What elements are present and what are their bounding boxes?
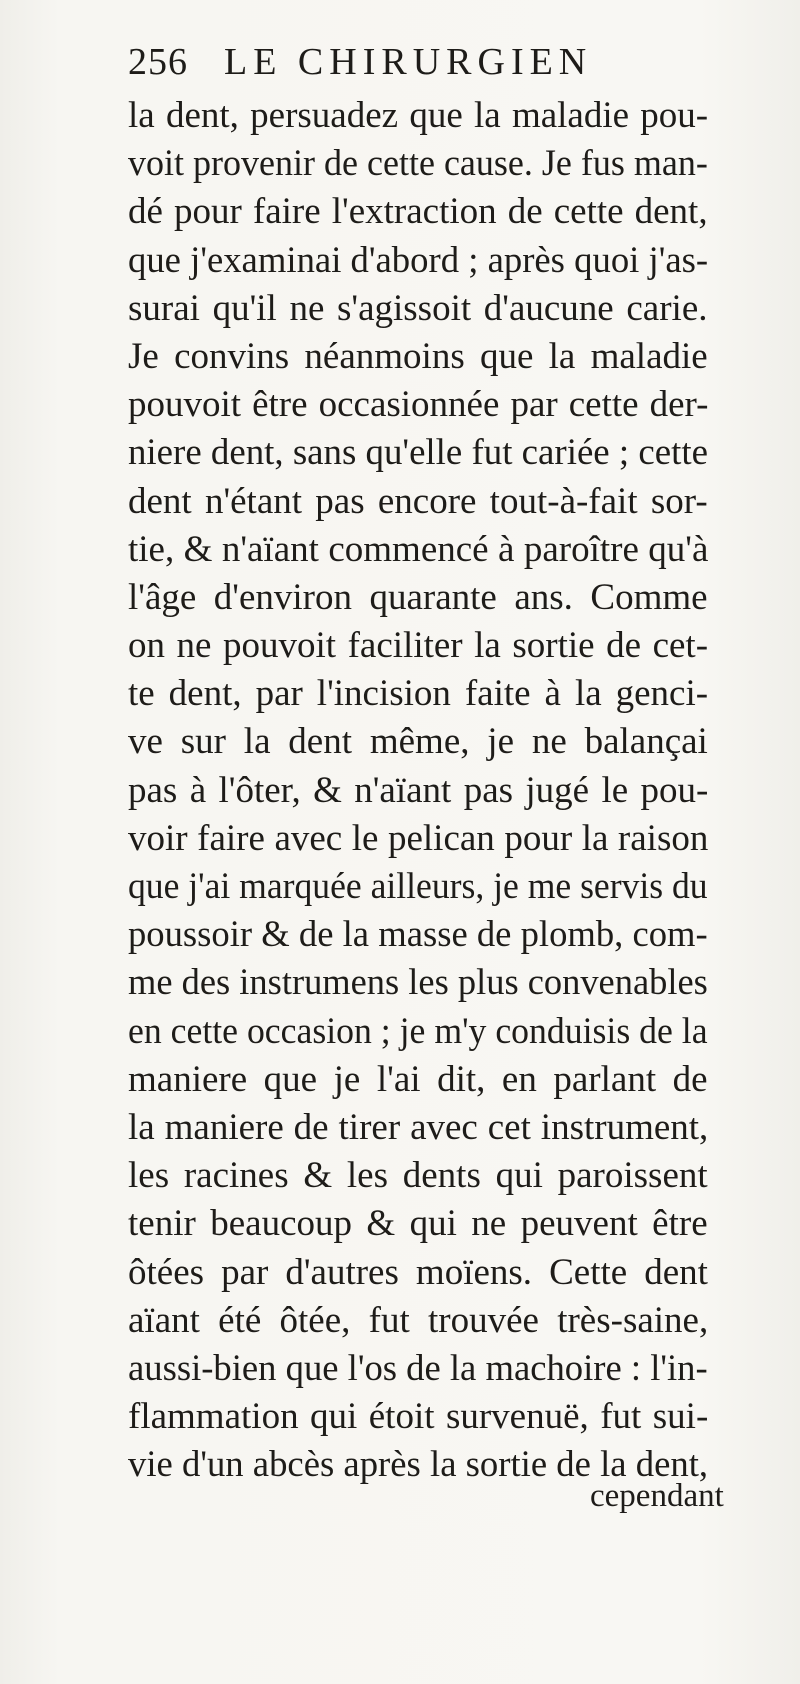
text-line: poussoir & de la masse de plomb, com- <box>128 914 708 956</box>
text-line: l'âge d'environ quarante ans. Comme <box>128 576 708 618</box>
text-line: que j'examinai d'abord ; après quoi j'as- <box>128 239 709 281</box>
text-line: tie, & n'aïant commencé à paroître qu'à <box>128 528 709 570</box>
text-line: Je convins néanmoins que la maladie <box>128 335 708 377</box>
page-header <box>128 40 718 90</box>
text-line: te dent, par l'incision faite à la genci- <box>128 673 709 715</box>
text-line: la dent, persuadez que la maladie pou- <box>128 95 709 136</box>
text-line: aussi-bien que l'os de la machoire : l'in- <box>128 1347 708 1389</box>
text-line: niere dent, sans qu'elle fut cariée ; cette <box>128 432 708 474</box>
text-line: tenir beaucoup & qui ne peuvent être <box>128 1203 708 1245</box>
text-line: voir faire avec le pelican pour la raison <box>128 817 709 859</box>
page-number: 256 <box>128 41 188 83</box>
text-line: les racines & les dents qui paroissent <box>128 1155 708 1197</box>
text-line: dé pour faire l'extraction de cette dent, <box>128 191 708 233</box>
text-line: flammation qui étoit survenuë, fut sui- <box>128 1396 709 1438</box>
text-line: voit provenir de cette cause. Je fus man- <box>128 143 708 185</box>
text-line: pas à l'ôter, & n'aïant pas jugé le pou- <box>128 769 709 811</box>
text-line: dent n'étant pas encore tout-à-fait sor- <box>128 480 708 522</box>
body-text <box>128 92 768 1489</box>
text-line: me des instrumens les plus convenables <box>128 962 708 1004</box>
text-line: vie d'un abcès après la sortie de la dent, <box>128 1444 709 1486</box>
text-line: aïant été ôtée, fut trouvée très-saine, <box>128 1299 709 1341</box>
text-line: surai qu'il ne s'agissoit d'aucune carie. <box>128 287 708 329</box>
text-line: on ne pouvoit faciliter la sortie de cet- <box>128 625 709 667</box>
text-line: ve sur la dent même, je ne balançai <box>128 721 708 763</box>
catchword: cependant <box>590 1478 724 1514</box>
text-line: maniere que je l'ai dit, en parlant de <box>128 1058 708 1100</box>
text-line: pouvoit être occasionnée par cette der- <box>128 384 709 426</box>
text-line: en cette occasion ; je m'y conduisis de la <box>128 1010 708 1052</box>
running-head: LE CHIRURGIEN <box>224 41 593 83</box>
text-line: la maniere de tirer avec cet instrument, <box>128 1106 709 1148</box>
text-line: ôtées par d'autres moïens. Cette dent <box>128 1251 708 1293</box>
text-line: que j'ai marquée ailleurs, je me servis du <box>128 866 708 907</box>
